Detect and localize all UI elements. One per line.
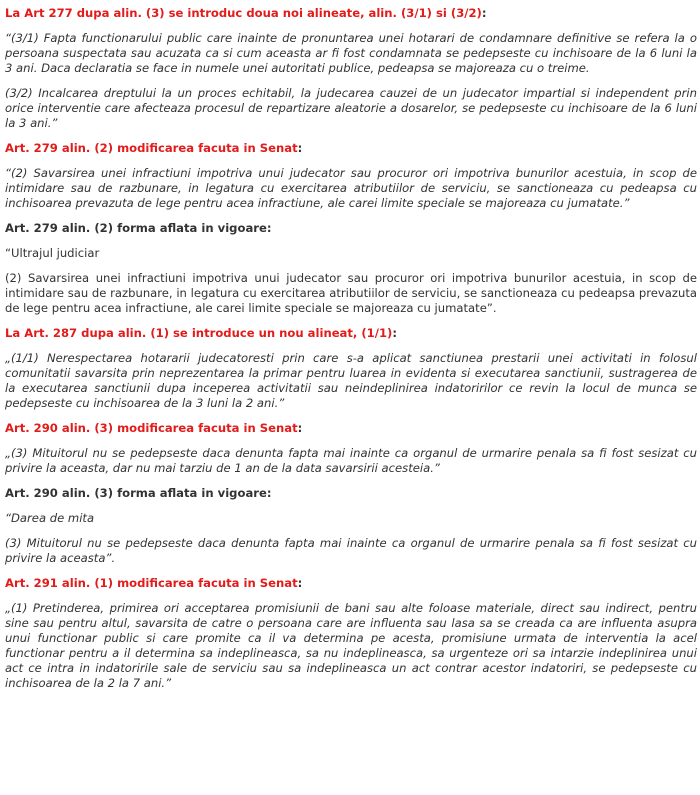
paragraph-art-279-vigoare: (2) Savarsirea unei infractiuni impotriva unui judecator sau procuror ori impotriva bunurilor acestuia, in scop de intimidare sau de razbunare, in legatura cu exercitarea atributiilor de serviciu, se sanctioneaza cu pedeapsa prevazuta de lege pentru acea infractiune, ale carei limite speciale se majoreaza cu jumatate”. bbox=[5, 271, 697, 315]
section-heading-art-290-vigoare: Art. 290 alin. (3) forma aflata in vigoare: bbox=[5, 486, 272, 500]
paragraph-ultrajul-judiciar-title: “Ultrajul judiciar bbox=[5, 246, 100, 260]
heading-colon: : bbox=[481, 6, 487, 20]
section-heading-art-277 bbox=[5, 6, 697, 21]
paragraph-art-290-vigoare: (3) Mituitorul nu se pedepseste daca denunta fapta mai inainte ca organul de urmarire penala sa fi fost sesizat cu privire la aceasta”. bbox=[5, 536, 697, 565]
heading-red-text: La Art 277 dupa alin. (3) se introduc doua noi alineate, alin. (3/1) si (3/2) bbox=[5, 6, 482, 20]
section-heading-art-287 bbox=[5, 326, 697, 341]
heading-colon: : bbox=[297, 576, 303, 590]
paragraph-art-277-3-2: (3/2) Incalcarea dreptului la un proces echitabil, la judecarea cauzei de un judecator impartial si independent prin orice interventie care afecteaza procesul de repartizare aleatorie a dosarelor, se pedepseste cu inchisoare de la 6 luni la 3 ani.” bbox=[5, 86, 697, 130]
paragraph-art-291-senat: „(1) Pretinderea, primirea ori acceptarea promisiunii de bani sau alte foloase materiale, direct sau indirect, pentru sine sau pentru altul, savarsita de catre o persoana care are influenta sau lasa sa se creada ca are influenta asupra unui functionar public si care promite ca il va determina pe acesta, promisiune urmata de interventia la acel functionar pentru a il determina sa indeplineasca, sa nu indeplineasca, sa urgenteze ori sa intarzie indeplinirea unui act ce intra in indatoririle sale de serviciu sau sa indeplineasca un act contrar acestor indatoriri, se pedepseste cu inchisoarea de la 2 la 7 ani.” bbox=[5, 601, 697, 690]
paragraph-art-290-senat: „(3) Mituitorul nu se pedepseste daca denunta fapta mai inainte ca organul de urmarire penala sa fi fost sesizat cu privire la aceasta, dar nu mai tarziu de 1 an de la data savarsirii acesteia.” bbox=[5, 446, 697, 475]
heading-colon: : bbox=[297, 421, 303, 435]
section-heading-art-291-senat bbox=[5, 576, 697, 591]
section-heading-art-290-senat bbox=[5, 421, 697, 436]
heading-red-text: La Art. 287 dupa alin. (1) se introduce un nou alineat, (1/1) bbox=[5, 326, 393, 340]
heading-red-text: Art. 291 alin. (1) modificarea facuta in Senat bbox=[5, 576, 298, 590]
paragraph-art-287-1-1: „(1/1) Nerespectarea hotararii judecatoresti prin care s-a aplicat sanctiunea prestarii unei activitati in folosul comunitatii savarsita prin neprezentarea la primar pentru luarea in evidenta si executarea sanctiunii, sustragerea de la executarea sanctiunii dupa inceperea activitatii sau neindeplinirea indatoririlor ce revin la locul de munca se pedepseste cu inchisoarea de la 3 luni la 2 ani.” bbox=[5, 351, 697, 410]
paragraph-art-279-senat: “(2) Savarsirea unei infractiuni impotriva unui judecator sau procuror ori impotriva bunurilor acestuia, in scop de intimidare sau de razbunare, in legatura cu exercitarea atributiilor de serviciu, se sanctioneaza cu pedeapsa cu inchisoarea prevazuta de lege pentru acea infractiune, ale carei limite speciale se majoreaza cu jumatate.” bbox=[5, 166, 697, 210]
paragraph-darea-de-mita-title: “Darea de mita bbox=[5, 511, 95, 525]
paragraph-art-277-3-1: “(3/1) Fapta functionarului public care inainte de pronuntarea unei hotarari de condamnare definitive se refera la o persoana suspectata sau acuzata ca si cum aceasta ar fi fost condamnata se pedepseste cu inchisoare de la 6 luni la 3 ani. Daca declaratia se face in numele unei autoritati publice, pedeapsa se majoreaza cu o treime. bbox=[5, 31, 697, 75]
heading-colon: : bbox=[297, 141, 303, 155]
section-heading-art-279-vigoare: Art. 279 alin. (2) forma aflata in vigoare: bbox=[5, 221, 272, 235]
heading-red-text: Art. 290 alin. (3) modificarea facuta in Senat bbox=[5, 421, 298, 435]
heading-red-text: Art. 279 alin. (2) modificarea facuta in Senat bbox=[5, 141, 298, 155]
heading-colon: : bbox=[392, 326, 397, 340]
section-heading-art-279-senat bbox=[5, 141, 697, 156]
